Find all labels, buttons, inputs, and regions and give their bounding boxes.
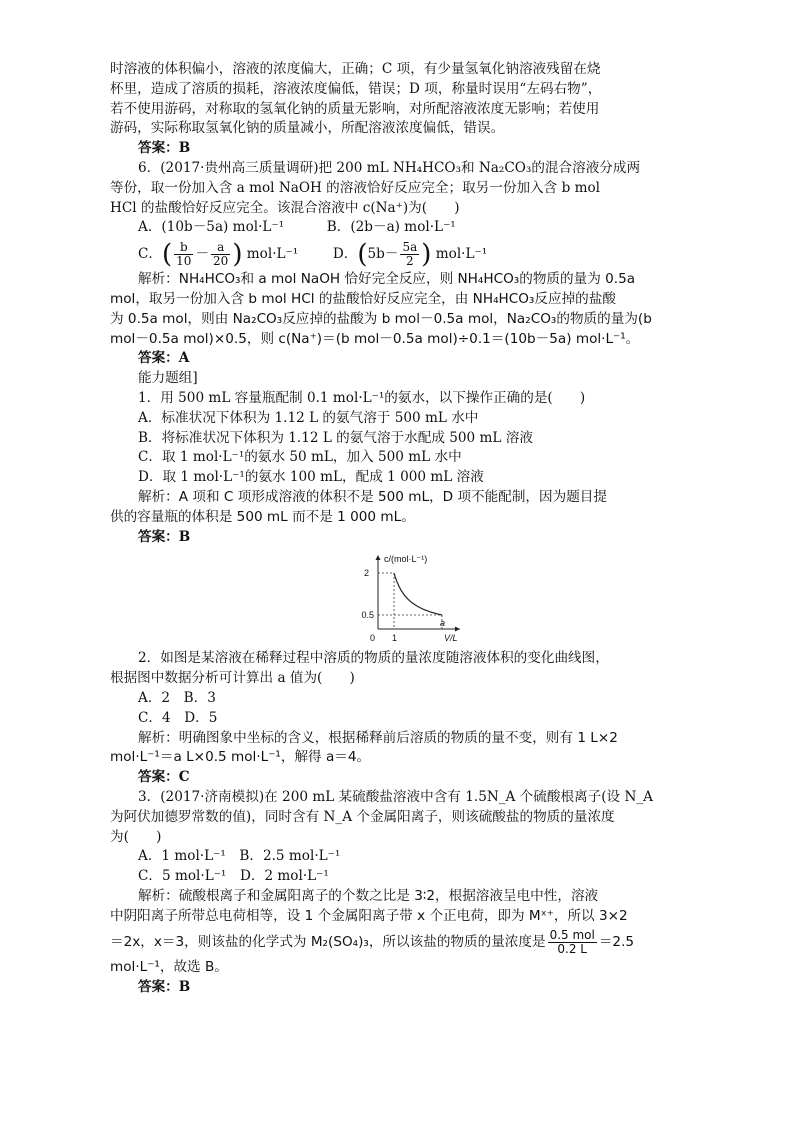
option-c-label: C． — [138, 246, 162, 263]
analysis-3: 解析：硫酸根离子和金属阳离子的个数之比是 3∶2，根据溶液呈电中性，溶液 — [138, 887, 599, 904]
option-b: B．(2b－a) mol·L⁻¹ — [326, 219, 456, 236]
fraction: $\frac{5a}{2}$ — [402, 240, 418, 269]
fraction: $\frac{b}{10}$ — [176, 240, 192, 269]
answer-label: 答案：B — [138, 979, 191, 996]
y-axis-arrow — [376, 555, 381, 560]
answer-label: 答案：B — [138, 528, 191, 545]
question-6-options-cd: C．( $\frac{b}{10}$ － $\frac{a}{20}$ ) mol·L⁻¹ D．(5b－ $\frac{5a}{2}$ ) mol·L⁻¹ — [138, 239, 488, 270]
question-3-stem: 为( ) — [110, 828, 162, 845]
x-tick-label: 0 — [370, 633, 376, 644]
answer-label: 答案：C — [138, 769, 190, 786]
text-line: 杯里，造成了溶质的损耗，溶液浓度偏低，错误；D 项，称量时误用“左码右物”， — [110, 80, 602, 97]
option-a: A．(10b－5a) mol·L⁻¹ — [138, 219, 285, 236]
text-line: 游码，实际称取氢氧化钠的质量减小，所配溶液浓度偏低，错误。 — [110, 120, 505, 137]
analysis-3: ＝2x，x＝3，则该盐的化学式为 M₂(SO₄)₃，所以该盐的物质的量浓度是 $\frac{\text{0.5 mol}}{0.2 L}$ ＝2.5 — [110, 927, 635, 956]
x-axis-label: V/L — [444, 633, 458, 644]
analysis-1: 解析：A 项和 C 项形成溶液的体积不是 500 mL，D 项不能配制，因为题目提 — [138, 488, 607, 505]
paren-close: ) — [232, 239, 243, 270]
paren-open: ( — [162, 239, 173, 270]
question-6-stem: 6．(2017·贵州高三质量调研)把 200 mL NH₄HCO₃和 Na₂CO₃的混合溶液分成两 — [138, 159, 641, 176]
analysis-3: 中阴阳离子所带总电荷相等，设 1 个金属阳离子带 x 个正电荷，即为 Mˣ⁺，所以 3×2 — [110, 907, 628, 924]
option-b: B．将标准状况下体积为 1.12 L 的氨气溶于水配成 500 mL 溶液 — [138, 429, 533, 446]
question-6-options-ab — [110, 218, 692, 238]
question-1-stem: 1．用 500 mL 容量瓶配制 0.1 mol·L⁻¹的氨水，以下操作正确的是( ) — [138, 389, 586, 406]
option-a: A．标准状况下体积为 1.12 L 的氨气溶于 500 mL 水中 — [138, 409, 479, 426]
analysis-6: 为 0.5a mol，则由 Na₂CO₃反应掉的盐酸为 b mol－0.5a mol，Na₂CO₃的物质的量为(b — [110, 310, 652, 327]
y-tick-label: 0.5 — [361, 610, 374, 621]
text-line: 时溶液的体积偏小，溶液的浓度偏大，正确；C 项，有少量氢氧化钠溶液残留在烧 — [110, 61, 601, 77]
chart-svg — [110, 551, 692, 643]
x-tick-label: a — [440, 618, 446, 629]
analysis-6: 解析：NH₄HCO₃和 a mol NaOH 恰好完全反应，则 NH₄HCO₃的物质的量为 0.5a — [138, 271, 636, 288]
x-axis-arrow — [455, 627, 460, 632]
question-3-options-ab: A．1 mol·L⁻¹ B．2.5 mol·L⁻¹ — [138, 848, 341, 865]
y-tick-label: 2 — [363, 568, 369, 579]
paren-close: ) — [421, 239, 432, 270]
question-2-stem: 根据图中数据分析可计算出 a 值为( ) — [110, 670, 355, 687]
x-tick-label: 1 — [392, 633, 398, 644]
analysis-1: 供的容量瓶的体积是 500 mL 而不是 1 000 mL。 — [110, 508, 415, 525]
dilution-chart — [110, 551, 692, 643]
question-2-stem: 2．如图是某溶液在稀释过程中溶质的物质的量浓度随溶液体积的变化曲线图， — [138, 650, 609, 667]
answer-label: 答案：B — [138, 140, 191, 157]
option-d: D．取 1 mol·L⁻¹的氨水 100 mL，配成 1 000 mL 溶液 — [138, 469, 484, 486]
answer-label: 答案：A — [138, 350, 190, 367]
question-6-stem: 等份，取一份加入含 a mol NaOH 的溶液恰好反应完全；取另一份加入含 b mol — [110, 179, 601, 196]
analysis-2: mol·L⁻¹＝a L×0.5 mol·L⁻¹，解得 a＝4。 — [110, 749, 371, 766]
question-3-stem: 为阿伏加德罗常数的值)，同时含有 N_A 个金属阳离子，则该硫酸盐的物质的量浓度 — [110, 808, 615, 825]
option-c: C．取 1 mol·L⁻¹的氨水 50 mL，加入 500 mL 水中 — [138, 449, 462, 466]
concentration-curve — [394, 573, 442, 615]
analysis-3: mol·L⁻¹，故选 B。 — [110, 959, 228, 976]
analysis-6: mol－0.5a mol)×0.5，则 c(Na⁺)＝(b mol－0.5a mol)÷0.1＝(10b－5a) mol·L⁻¹。 — [110, 330, 640, 347]
document-page — [110, 60, 692, 998]
fraction: $\frac{\text{0.5 mol}}{0.2 L}$ — [549, 927, 595, 956]
question-2-options-cd: C．4 D．5 — [138, 709, 218, 726]
option-d-label: D． — [332, 246, 358, 263]
question-3-stem: 3．(2017·济南模拟)在 200 mL 某硫酸盐溶液中含有 1.5N_A 个硫酸根离子(设 N_A — [138, 788, 653, 805]
analysis-2: 解析：明确图象中坐标的含义，根据稀释前后溶质的物质的量不变，则有 1 L×2 — [138, 729, 618, 746]
paren-open: ( — [357, 239, 368, 270]
question-3-options-cd: C．5 mol·L⁻¹ D．2 mol·L⁻¹ — [138, 868, 329, 885]
y-axis-label: c/(mol·L⁻¹) — [384, 554, 428, 565]
question-2-options-ab: A．2 B．3 — [138, 689, 216, 706]
fraction: $\frac{a}{20}$ — [213, 240, 229, 269]
text-line: 若不使用游码，对称取的氢氧化钠的质量无影响，对所配溶液浓度无影响；若使用 — [110, 100, 600, 117]
section-heading: 能力题组] — [138, 370, 198, 387]
analysis-6: mol，取另一份加入含 b mol HCl 的盐酸恰好反应完全，由 NH₄HCO₃反应掉的盐酸 — [110, 290, 616, 307]
question-6-stem: HCl 的盐酸恰好反应完全。该混合溶液中 c(Na⁺)为( ) — [110, 199, 460, 216]
